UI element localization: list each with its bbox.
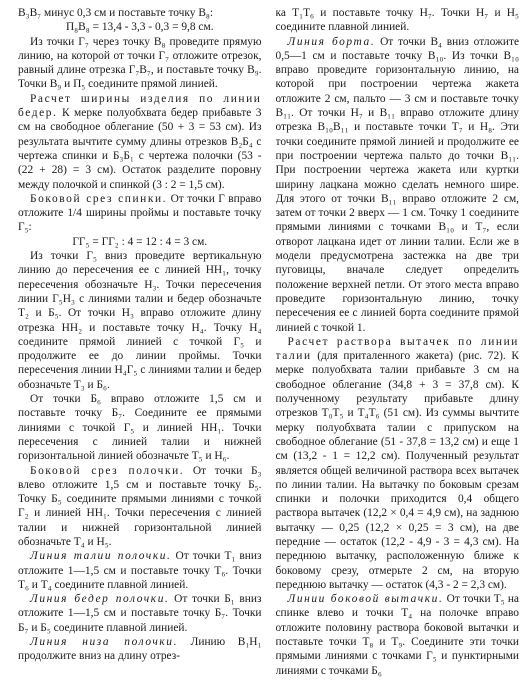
- left-column-paragraph: [18, 20, 262, 34]
- right-column-paragraph: [276, 592, 520, 678]
- paragraph-heading: Расчет раствора вытачек по линии талии: [275, 335, 519, 363]
- left-column-paragraph: [18, 92, 262, 192]
- left-column-paragraph: [18, 392, 262, 463]
- left-column-paragraph: [18, 249, 262, 392]
- paragraph-heading: Линия борта.: [287, 35, 376, 48]
- paragraph-text: От точки Б₃ влево отложите 1,5 см и поставьте точку Б₅. Точку Б₅ соедините прямыми линиями с точкой Г₂ и линией НН₁. Точки пересечения с линией талии и нижней горизонтальной линией обозначьте Т₄ и Н₅.: [18, 464, 262, 548]
- paragraph-text: От точки Т₅ на спинке влево и точки Т₄ на полочке вправо отложите половину раствора боковой вытачки и поставьте точки Т₈ и Т₉. Соедините эти точки прямыми линиями с точками Г₅ и пунктирными линиями с точками Б₆: [275, 593, 519, 677]
- right-column-paragraph: [276, 335, 520, 592]
- left-column-paragraph: [18, 464, 262, 550]
- paragraph-text: В₃В₇ минус 0,3 см и поставьте точку В₈:: [18, 7, 214, 19]
- right-text-column: [276, 6, 520, 700]
- paragraph-text: От точки Г вправо отложите 1/4 ширины проймы и поставьте точку Г₅:: [18, 192, 262, 234]
- paragraph-heading: Линии боковой вытачки.: [287, 593, 444, 606]
- paragraph-heading: Расчет ширины изделия по линии бедер.: [18, 92, 262, 120]
- left-column-paragraph: [18, 592, 262, 635]
- left-text-column: [18, 6, 262, 700]
- paragraph-text: ка Т₁Т₆ и поставьте точку Н₇. Точки Н₇ и Н₅ соедините плавной линией.: [275, 7, 519, 34]
- left-column-paragraph: [18, 6, 262, 20]
- paragraph-text: От точки Б₆ вправо отложите 1,5 см и поставьте точку Б₇. Соедините ее прямыми линиями с точкой Г₅ и линией НН₁. Точки пересечения с линией талии и нижней горизонтальной линией обозначьте Т₅ и Н₆.: [18, 393, 262, 463]
- left-column-paragraph: [18, 192, 262, 235]
- paragraph-text: Из точки Г₇ через точку В₈ проведите прямую линию, на которой от точки Г₇ отложите отрезок, равный длине отрезка Г₇В₇, и поставьте точку В₉. Точки В₉ и П₅ соедините прямой линией.: [18, 35, 262, 91]
- paragraph-text: От точки Б₁ вниз отложите 1—1,5 см и поставьте точку Б₇. Точки Б₇ и Б₅ соедините плавной линией.: [18, 593, 262, 634]
- paragraph-text: (для приталенного жакета) (рис. 72). К мерке полуобхвата талии прибавьте 3 см на свободное облегание (34,8 + 3 = 37,8 см). К полученному результату прибавьте длину отрезков Т₀Т₅ и Т₄Т₆ (51 см). Из суммы вычтите мерку полуобхвата талии с припуском на свободное облегание (51 - 37,8 = 13,2 см) и еще 1 см (13,2 - 1 = 12,2 см). Полученный результат является общей величиной раствора всех вытачек по линии талии. На вытачку по боковым срезам спинки и полочки приходится 0,4 общего раствора вытачек (12,2 × 0,4 = 4,9 см), на заднюю вытачку — 0,25 (12,2 × 0,25 = 3 см), на две передние — остаток (12,2 - 4,9 - 3 = 4,3 см). На переднюю вытачку, расположенную ближе к боковому срезу, отмерьте 2 см, на вторую переднюю вытачку — остаток (4,3 - 2 = 2,3 см).: [275, 350, 519, 591]
- paragraph-heading: Боковой срез полочки.: [30, 464, 185, 477]
- left-column-paragraph: [18, 235, 262, 249]
- right-column-paragraph: [276, 35, 520, 335]
- left-column-paragraph: [18, 635, 262, 664]
- paragraph-text: Линию В₁Н₁ продолжите вниз на длину отрез-: [18, 636, 262, 663]
- paragraph-heading: Линия низа полочки.: [30, 636, 179, 649]
- paragraph-heading: Боковой срез спинки.: [30, 192, 168, 205]
- paragraph-text: ГГ₅ = ГГ₂ : 4 = 12 : 4 = 3 см.: [72, 235, 208, 248]
- paragraph-heading: Линия талии полочки.: [30, 550, 172, 563]
- left-column-paragraph: [18, 549, 262, 592]
- right-column-paragraph: [276, 6, 520, 35]
- paragraph-text: От точки Т₁ вниз отложите 1—1,5 см и поставьте точку Т₆. Точки Т₆ и Т₄ соедините плавной линией.: [18, 550, 262, 591]
- left-column-paragraph: [18, 35, 262, 92]
- paragraph-text: Из точки Г₅ вниз проведите вертикальную линию до пересечения ее с линией НН₁, точку пересечения обозначьте Н₃. Точки пересечения линии Г₅Н₃ с линиями талии и бедер обозначьте Т₂ и Б₅. От точки Н₃ вправо отложите длину отрезка НН₂ и поставьте точку Н₄. Точку Н₄ соедините прямой линией с точкой Г₅ и продолжите ее до линии проймы. Точки пересечения линии Н₄Г₅ с линиями талии и бедер обозначьте Т₃ и Б₆.: [18, 250, 262, 391]
- paragraph-text: От точки В₄ вниз отложите 0,5—1 см и поставьте точку В₁₀. Из точки В₁₀ вправо проведите горизонтальную линию, на которой при построении чертежа жакета отложите 2 см, пальто — 3 см и поставьте точку В₁₁. От точки Н₇ и В₁₁ вправо отложите длину отрезка В₁₀В₁₁ и поставьте точки Т₇ и Н₈. Эти точки соедините прямой линией и продолжите ее при построении чертежа пальто до точки В₁₁. При построении чертежа жакета или куртки ширину лацкана можно сделать немного шире. Для этого от точки В₁₁ вправо отложите 2 см, затем от точки 2 вверх — 1 см. Точку 1 соедините прямыми линиями с точками В₁₀ и Т₇, если отворот лацкана идет от линии талии. Если же в модели предусмотрена застежка на две три пуговицы, вначале следует определить положение верхней петли. От этого места вправо проведите горизонтальную линию, точку пересечения ее с линией борта соедините прямой линией с точкой 1.: [275, 35, 519, 334]
- paragraph-heading: Линия бедер полочки.: [30, 593, 170, 606]
- paragraph-text: П₈В₈ = 13,4 - 3,3 - 0,3 = 9,8 см.: [65, 21, 214, 34]
- paragraph-text: К мерке полуобхвата бедер прибавьте 3 см на свободное облегание (50 + 3 = 53 см). Из результата вычтите сумму длины отрезков В₂Б₄ с чертежа спинки и Б₃Б₁ с чертежа полочки (53 - (22 + 28) = 3 см). Остаток разделите поровну между полочкой и спинкой (3 : 2 = 1,5 см).: [18, 107, 262, 191]
